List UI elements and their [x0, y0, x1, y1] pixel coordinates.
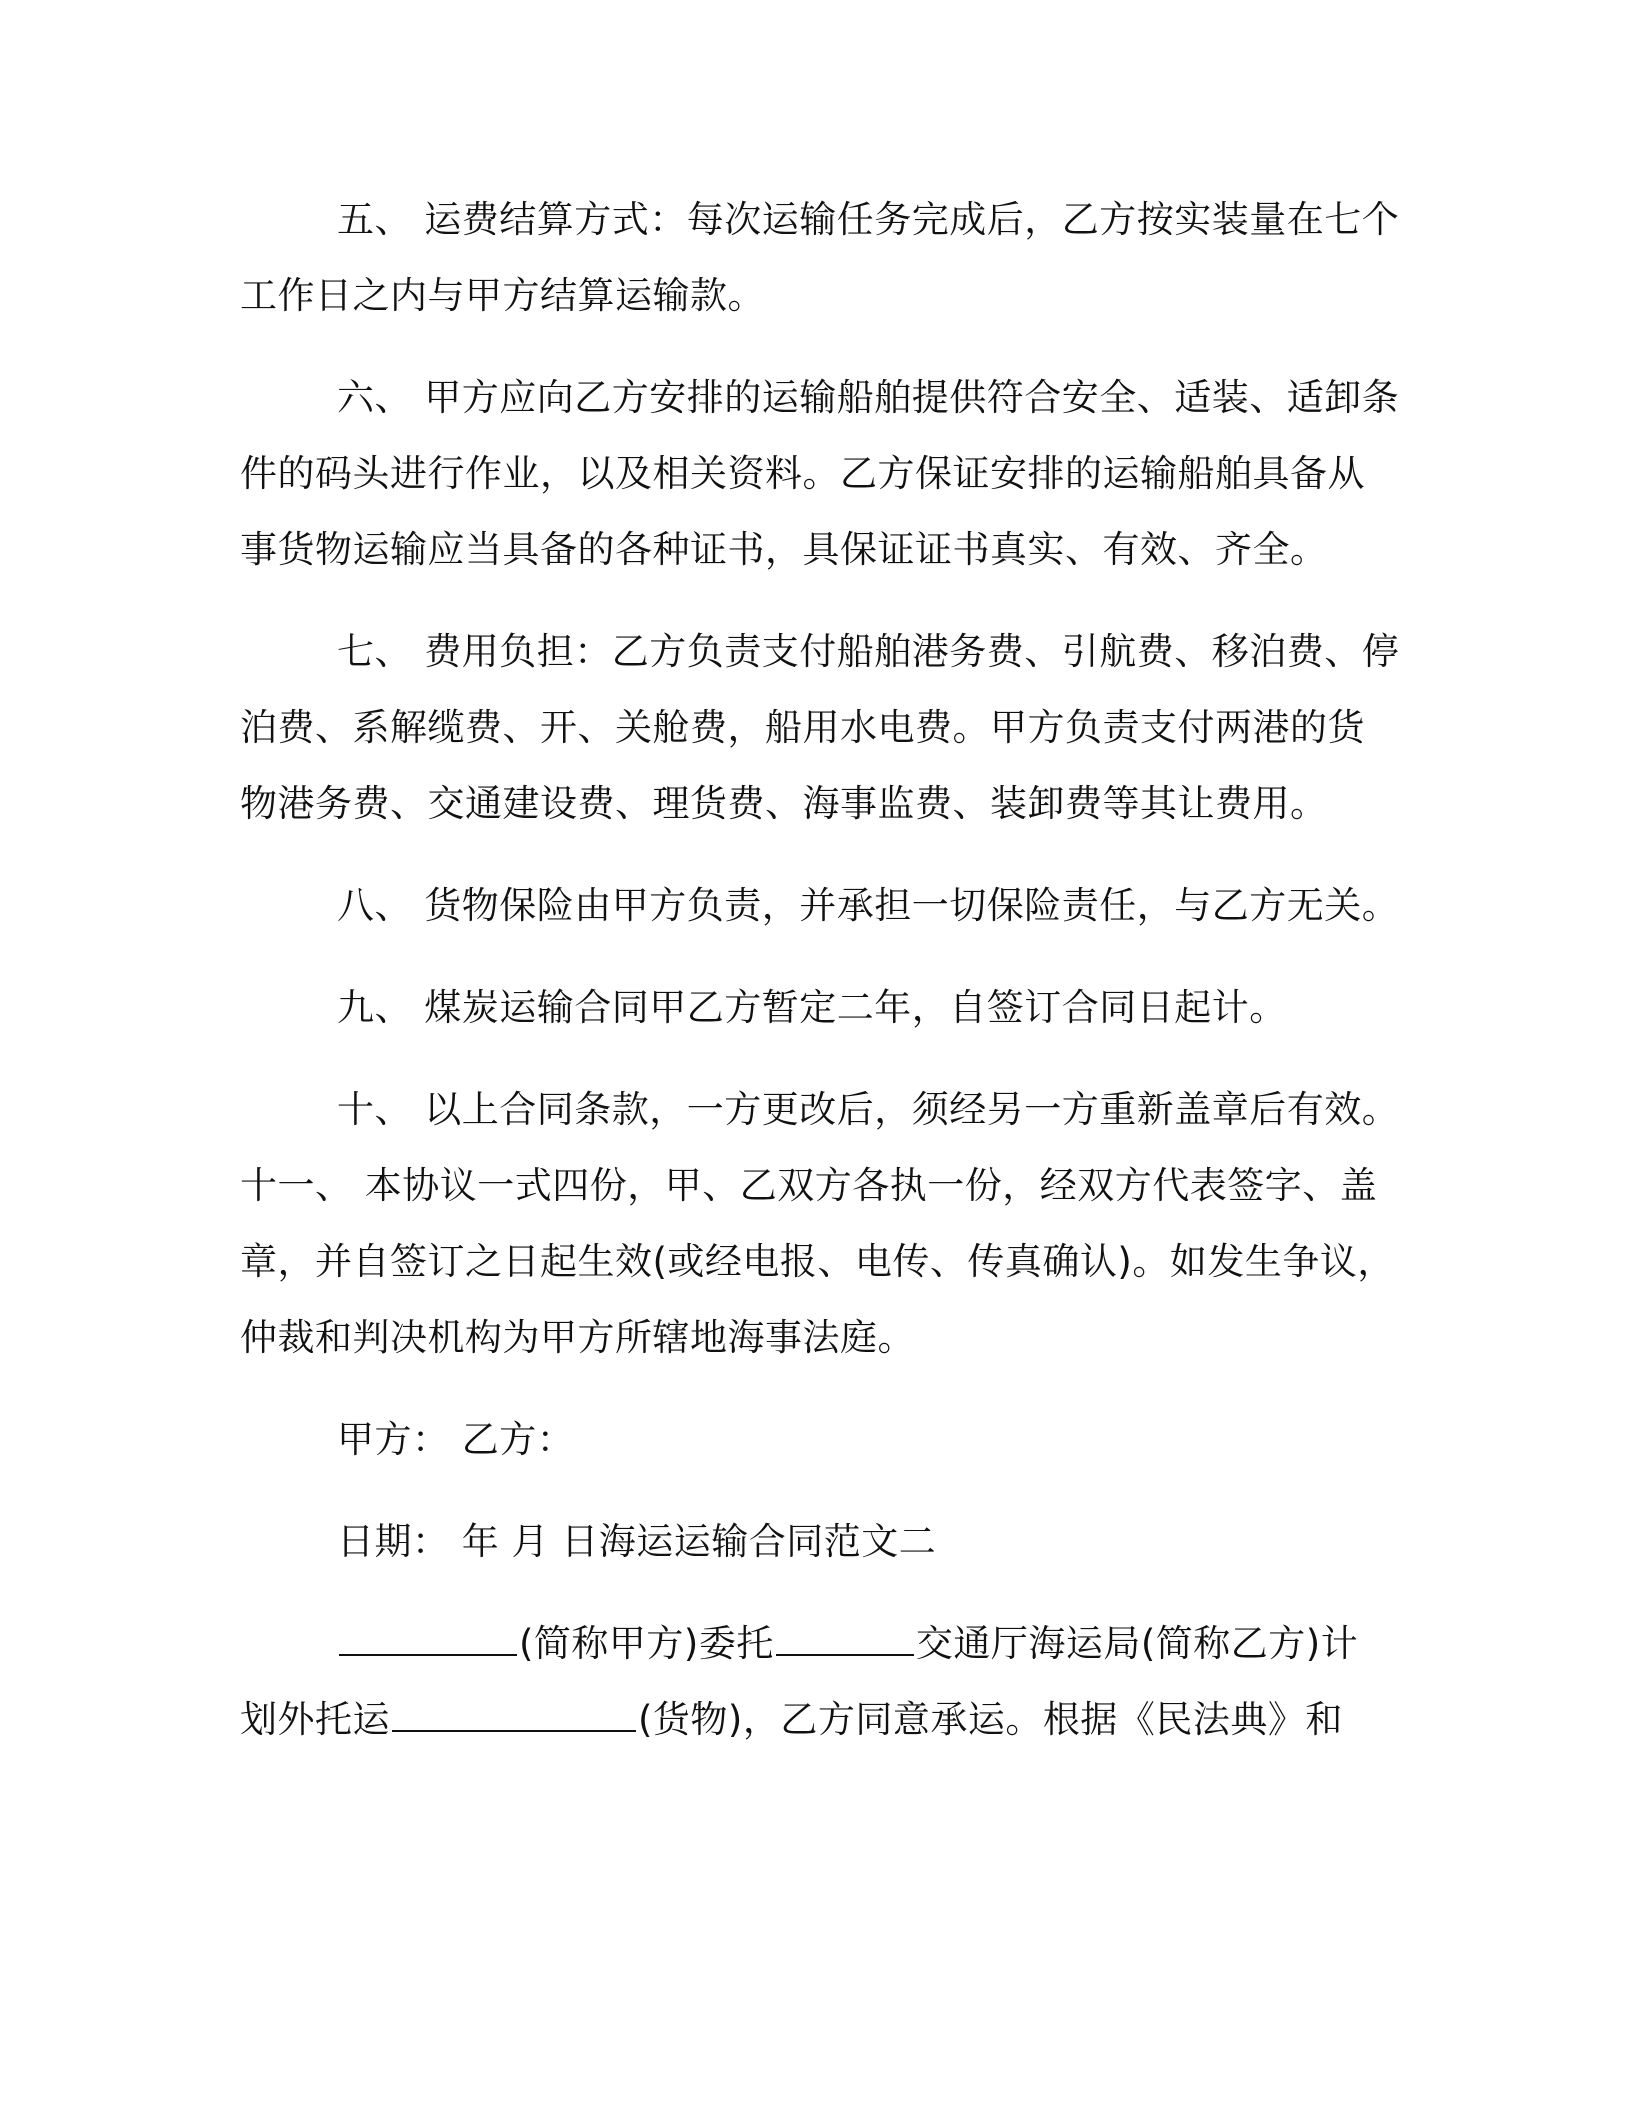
clause-7-line-2: 泊费、系解缆费、开、关舱费，船用水电费。甲方负责支付两港的货: [240, 706, 1365, 749]
intro-line-1-text-a: (简称甲方)委托: [519, 1622, 774, 1665]
clause-10-line-1: 十、 以上合同条款，一方更改后，须经另一方重新盖章后有效。: [337, 1088, 1400, 1131]
clause-6-line-3: 事货物运输应当具备的各种证书，具保证证书真实、有效、齐全。: [240, 528, 1328, 571]
clause-6-line-2: 件的码头进行作业，以及相关资料。乙方保证安排的运输船舶具备从: [240, 452, 1365, 495]
intro-line-2-text-b: (货物)，乙方同意承运。根据《民法典》和: [638, 1698, 1343, 1741]
clause-5-line-2: 工作日之内与甲方结算运输款。: [240, 274, 765, 317]
clause-9-line-1: 九、 煤炭运输合同甲乙方暂定二年，自签订合同日起计。: [337, 986, 1287, 1029]
clause-11-line-1: 十一、 本协议一式四份，甲、乙双方各执一份，经双方代表签字、盖: [240, 1164, 1378, 1207]
clause-5-line-1: 五、 运费结算方式：每次运输任务完成后，乙方按实装量在七个: [337, 198, 1400, 241]
blank-bureau[interactable]: [776, 1624, 914, 1656]
intro-line-2: [240, 1696, 1343, 1744]
clause-6-line-1: 六、 甲方应向乙方安排的运输船舶提供符合安全、适装、适卸条: [337, 376, 1400, 419]
blank-party-a[interactable]: [339, 1624, 517, 1656]
signature-date: 日期： 年 月 日海运运输合同范文二: [337, 1520, 937, 1563]
clause-7-line-1: 七、 费用负担：乙方负责支付船舶港务费、引航费、移泊费、停: [337, 630, 1400, 673]
intro-line-1-text-b: 交通厅海运局(简称乙方)计: [915, 1622, 1359, 1665]
document-page: [240, 0, 1400, 2112]
blank-goods[interactable]: [392, 1700, 636, 1732]
clause-7-line-3: 物港务费、交通建设费、理货费、海事监费、装卸费等其让费用。: [240, 782, 1328, 825]
intro-line-2-text-a: 划外托运: [240, 1698, 390, 1741]
clause-11-line-2: 章，并自签订之日起生效(或经电报、电传、传真确认)。如发生争议，: [240, 1240, 1395, 1283]
clause-11-line-3: 仲裁和判决机构为甲方所辖地海事法庭。: [240, 1316, 915, 1359]
clause-8-line-1: 八、 货物保险由甲方负责，并承担一切保险责任，与乙方无关。: [337, 884, 1400, 927]
signature-parties: 甲方： 乙方：: [337, 1418, 575, 1461]
intro-line-1: [337, 1620, 1358, 1668]
